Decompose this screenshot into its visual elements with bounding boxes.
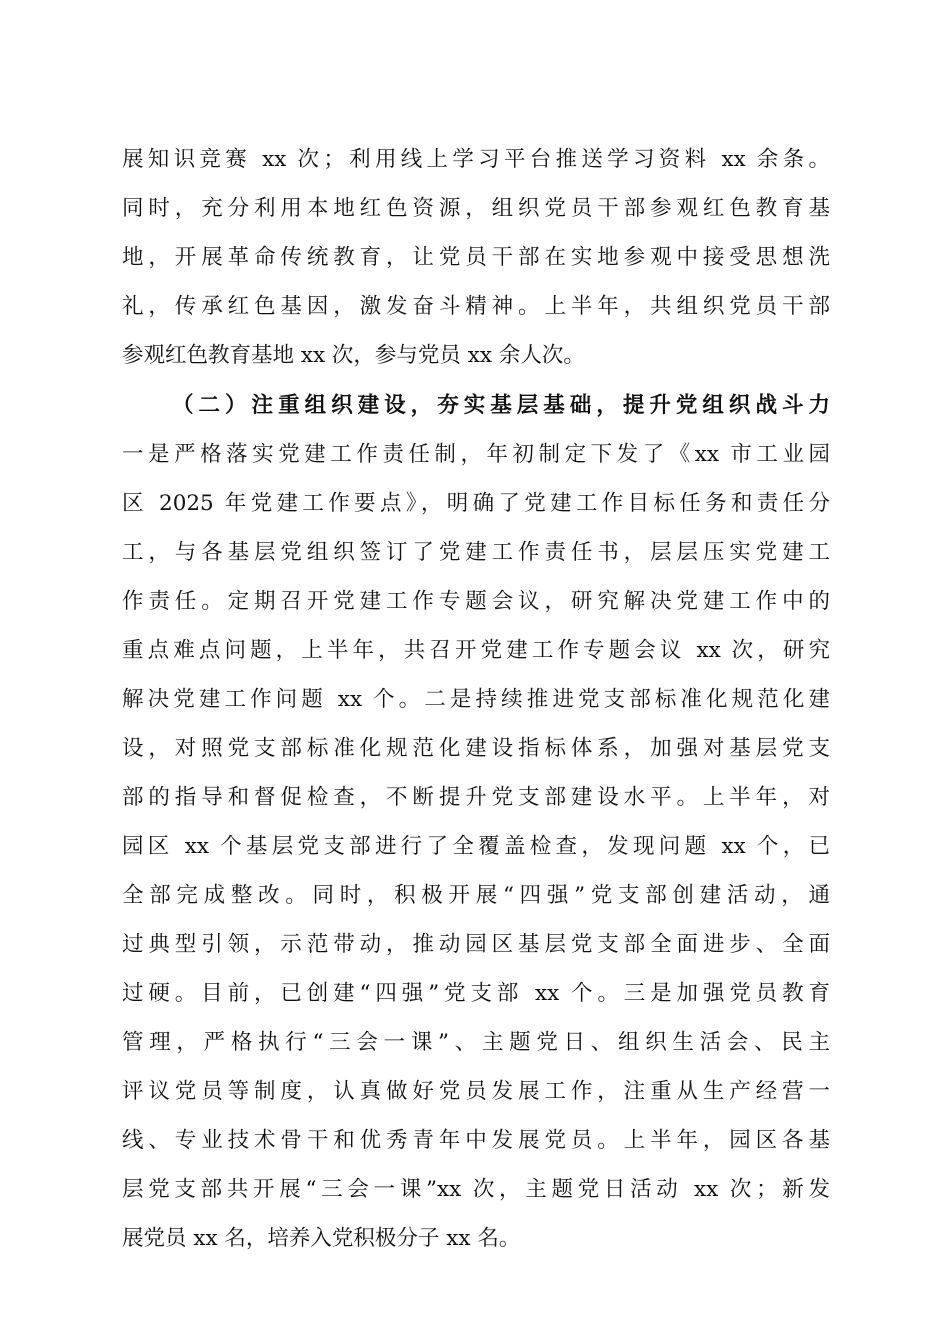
paragraph-line: 过硬。目前，已创建“四强”党支部 xx 个。三是加强党员教育 bbox=[122, 981, 830, 1006]
paragraph-line: 作责任。定期召开党建工作专题会议，研究解决党建工作中的 bbox=[122, 589, 830, 614]
paragraph-line: 展党员 xx 名，培养入党积极分子 xx 名。 bbox=[122, 1226, 521, 1251]
paragraph-line: 参观红色教育基地 xx 次，参与党员 xx 余人次。 bbox=[122, 343, 585, 368]
paragraph-line: 线、专业技术骨干和优秀青年中发展党员。上半年，园区各基 bbox=[122, 1128, 830, 1153]
paragraph-line: 解决党建工作问题 xx 个。二是持续推进党支部标准化规范化建 bbox=[122, 687, 830, 712]
paragraph-line: 展知识竞赛 xx 次；利用线上学习平台推送学习资料 xx 余条。 bbox=[122, 147, 830, 172]
paragraph-line: 礼，传承红色基因，激发奋斗精神。上半年，共组织党员干部 bbox=[122, 294, 830, 319]
paragraph-line: 管理，严格执行“三会一课”、主题党日、组织生活会、民主 bbox=[122, 1030, 830, 1055]
paragraph-line: 部的指导和督促检查，不断提升党支部建设水平。上半年，对 bbox=[122, 785, 830, 810]
paragraph-line: 全部完成整改。同时，积极开展“四强”党支部创建活动，通 bbox=[122, 883, 830, 908]
paragraph-line: 地，开展革命传统教育，让党员干部在实地参观中接受思想洗 bbox=[122, 245, 830, 270]
paragraph-line: 工，与各基层党组织签订了党建工作责任书，层层压实党建工 bbox=[122, 540, 830, 565]
paragraph-line: 设，对照党支部标准化规范化建设指标体系，加强对基层党支 bbox=[122, 736, 830, 761]
paragraph-line: 同时，充分利用本地红色资源，组织党员干部参观红色教育基 bbox=[122, 196, 830, 221]
paragraph-line: 区 2025 年党建工作要点》，明确了党建工作目标任务和责任分 bbox=[122, 491, 830, 516]
paragraph-line: 园区 xx 个基层党支部进行了全覆盖检查，发现问题 xx 个，已 bbox=[122, 834, 830, 859]
paragraph-line: 层党支部共开展“三会一课”xx 次，主题党日活动 xx 次；新发 bbox=[122, 1177, 830, 1202]
paragraph-line: 一是严格落实党建工作责任制，年初制定下发了《xx 市工业园 bbox=[122, 442, 830, 467]
section-heading: （二）注重组织建设，夯实基层基础，提升党组织战斗力 bbox=[172, 393, 830, 418]
paragraph-line: 评议党员等制度，认真做好党员发展工作，注重从生产经营一 bbox=[122, 1079, 830, 1104]
paragraph-line: 过典型引领，示范带动，推动园区基层党支部全面进步、全面 bbox=[122, 932, 830, 957]
paragraph-line: 重点难点问题，上半年，共召开党建工作专题会议 xx 次，研究 bbox=[122, 638, 830, 663]
